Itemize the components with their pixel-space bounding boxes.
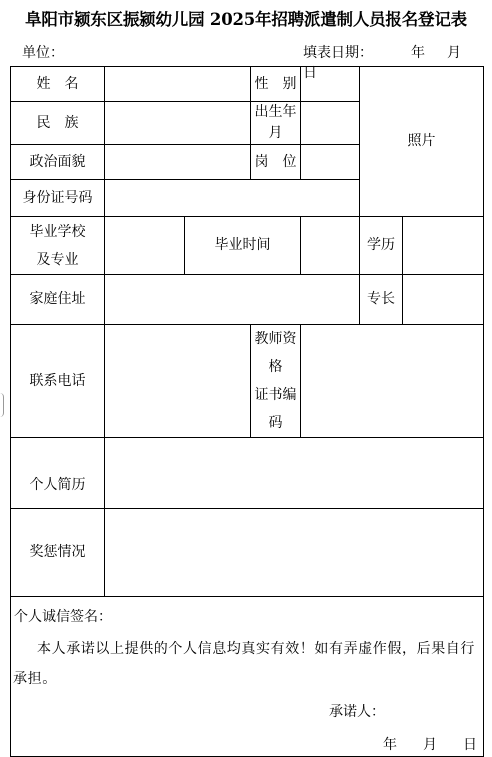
specialty-field[interactable] (403, 275, 484, 325)
registration-form-table (10, 66, 484, 757)
signature-heading: 个人诚信签名： (14, 609, 112, 625)
cert-label-line2: 证书编码 (254, 387, 297, 431)
gender-field[interactable] (301, 67, 360, 102)
fill-date-year: 年 (411, 45, 425, 61)
sign-date-day: 日 (463, 737, 477, 753)
commitment-statement: 本人承诺以上提供的个人信息均真实有效！如有弄虚作假，后果自行承担。 (13, 641, 475, 687)
commitment-section (11, 597, 484, 757)
education-field[interactable] (403, 217, 484, 275)
fill-date-label: 填表日期： (303, 45, 373, 61)
sign-date-year: 年 (383, 737, 397, 753)
position-field[interactable] (301, 145, 360, 180)
id-number-field[interactable] (105, 180, 360, 217)
school-label (11, 217, 105, 275)
resume-field[interactable] (105, 438, 484, 509)
name-field[interactable] (105, 67, 251, 102)
address-label: 家庭住址 (11, 275, 105, 325)
unit-label: 单位： (22, 45, 64, 61)
signer-label: 承诺人： (329, 704, 385, 720)
cert-label-line1: 教师资格 (254, 331, 297, 375)
school-label-line1: 毕业学校 (29, 223, 86, 240)
ethnicity-field[interactable] (105, 102, 251, 145)
rewards-label: 奖惩情况 (11, 509, 105, 597)
sign-date (11, 723, 483, 756)
photo-box[interactable]: 照片 (360, 67, 484, 217)
grad-time-label: 毕业时间 (185, 217, 301, 275)
fill-date-month: 月 (447, 45, 461, 61)
political-field[interactable] (105, 145, 251, 180)
form-title: 阜阳市颍东区振颍幼儿园 2025年招聘派遣制人员报名登记表 (25, 10, 467, 29)
resume-label: 个人简历 (11, 438, 105, 509)
specialty-label: 专长 (360, 275, 403, 325)
ethnicity-label: 民 族 (11, 102, 105, 145)
position-label: 岗 位 (251, 145, 301, 180)
birth-field[interactable] (301, 102, 360, 145)
phone-label: 联系电话 (11, 325, 105, 438)
school-field[interactable] (105, 217, 185, 275)
birth-label: 出生年月 (251, 102, 301, 145)
school-label-line2: 及专业 (36, 251, 79, 268)
fill-date-day: 日 (303, 65, 317, 81)
sign-date-month: 月 (423, 737, 437, 753)
cert-label (251, 325, 301, 438)
address-field[interactable] (105, 275, 360, 325)
education-label: 学历 (360, 217, 403, 275)
name-label: 姓 名 (11, 67, 105, 102)
phone-field[interactable] (105, 325, 251, 438)
id-number-label: 身份证号码 (11, 180, 105, 217)
political-label: 政治面貌 (11, 145, 105, 180)
grad-time-field[interactable] (301, 217, 360, 275)
gender-label: 性 别 (251, 67, 301, 102)
side-tab (0, 393, 4, 417)
cert-field[interactable] (301, 325, 484, 438)
rewards-field[interactable] (105, 509, 484, 597)
